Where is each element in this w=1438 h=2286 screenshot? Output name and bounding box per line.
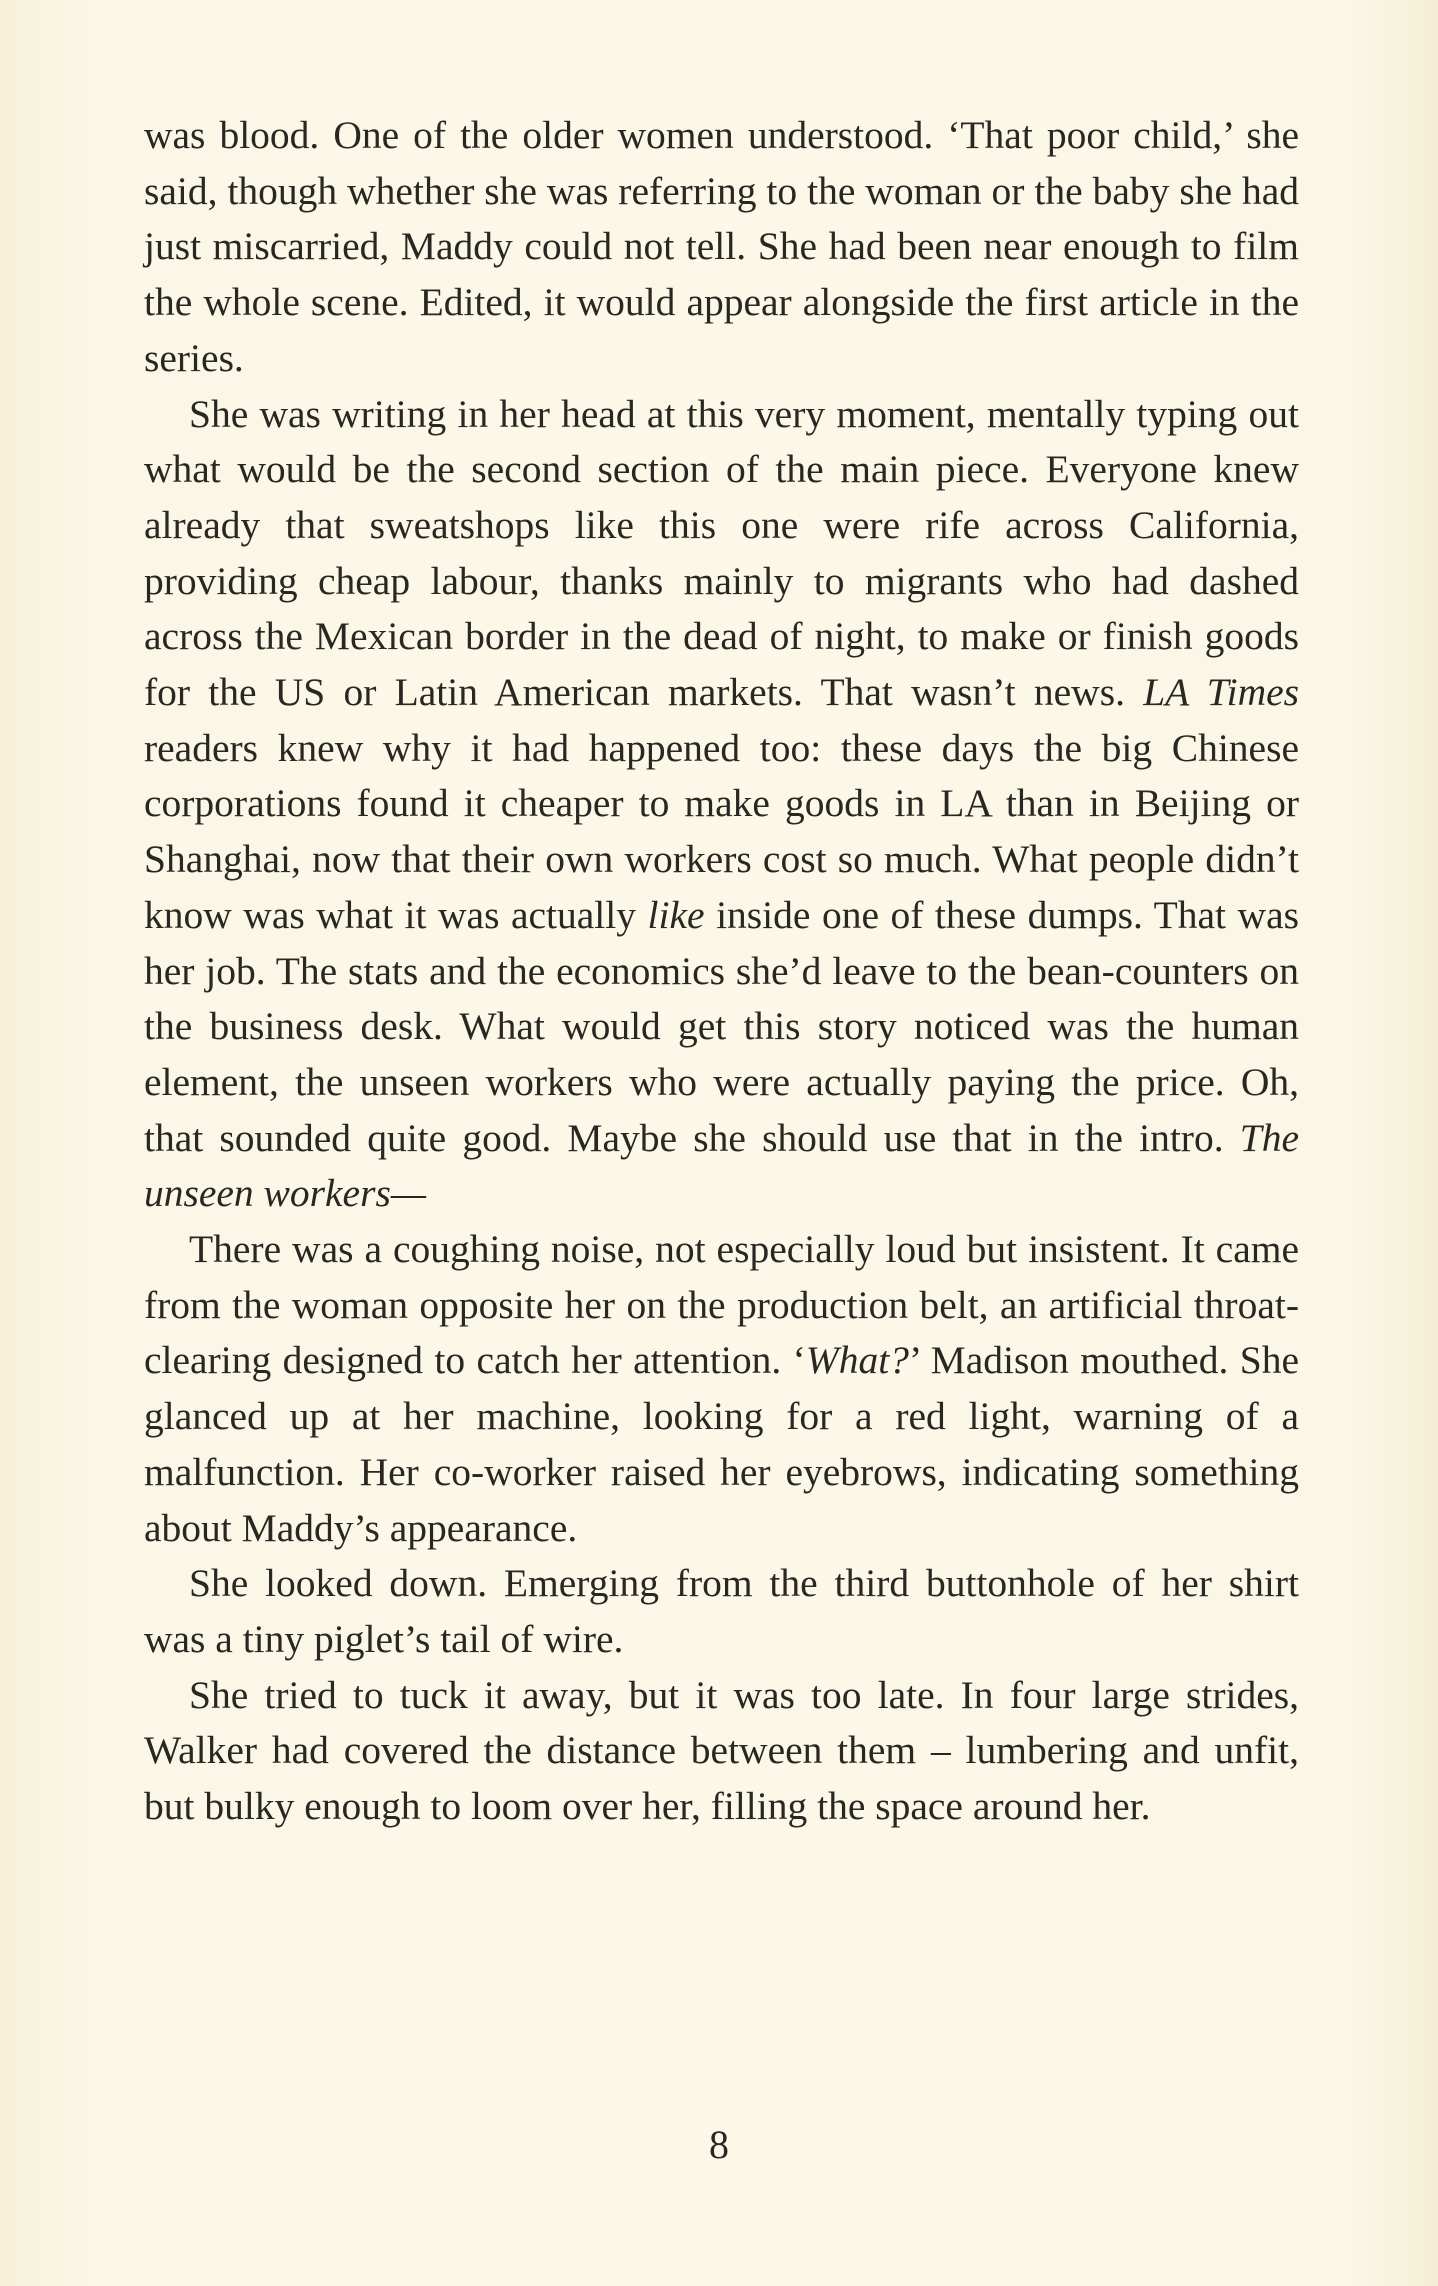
page-number: 8 [709, 2122, 729, 2167]
text-segment: inside one of these dumps. That was her job. The stats and the economics she’d leave to the bean-counters on the business desk. What would get this story noticed was the human element, the unseen workers who were actually paying the price. Oh, that sounded quite good. Maybe she should use that in the intro. [144, 892, 1299, 1160]
body-text [144, 108, 1299, 1835]
text-segment: She was writing in her head at this very moment, mentally typing out what would be the second section of the main piece. Everyone knew already that sweatshops like this one were rife across California, providing cheap labour, thanks mainly to migrants who had dashed across the Mexican border in the dead of night, to make or finish goods for the US or Latin American markets. That wasn’t news. [144, 391, 1299, 715]
paragraph-4 [144, 1556, 1299, 1667]
italic-text-segment: like [647, 892, 705, 937]
paragraph-5 [144, 1668, 1299, 1835]
text-segment: She looked down. Emerging from the third buttonhole of her shirt was a tiny piglet’s tail of wire. [144, 1561, 1299, 1661]
italic-text-segment: LA Times [1143, 670, 1299, 715]
text-segment: readers knew why it had happened too: these days the big Chinese corporations found it cheaper to make goods in LA than in Beijing or Shanghai, now that their own workers cost so much. What people didn’t know was what it was actually [144, 725, 1299, 937]
italic-text-segment: What? [805, 1338, 909, 1383]
text-segment: was blood. One of the older women understood. ‘That poor child,’ she said, though whether she was referring to the woman or the baby she had just miscarried, Maddy could not tell. She had been near enough to film the whole scene. Edited, it would appear alongside the first article in the series. [144, 113, 1299, 380]
paragraph-3 [144, 1222, 1299, 1556]
paragraph-1 [144, 108, 1299, 387]
italic-text-segment: The unseen workers— [144, 1115, 1299, 1216]
text-segment: There was a coughing noise, not especially loud but insistent. It came from the woman opposite her on the production belt, an artificial throat-clearing designed to catch her attention. ‘ [144, 1227, 1299, 1383]
paragraph-2 [144, 387, 1299, 1223]
text-segment: She tried to tuck it away, but it was too late. In four large strides, Walker had covered the distance between them – lumbering and unfit, but bulky enough to loom over her, filling the space around her. [144, 1672, 1299, 1829]
text-segment: ’ Madison mouthed. She glanced up at her machine, looking for a red light, warning of a malfunction. Her co-worker raised her eyebrows, indicating something about Maddy’s appearance. [144, 1338, 1299, 1550]
